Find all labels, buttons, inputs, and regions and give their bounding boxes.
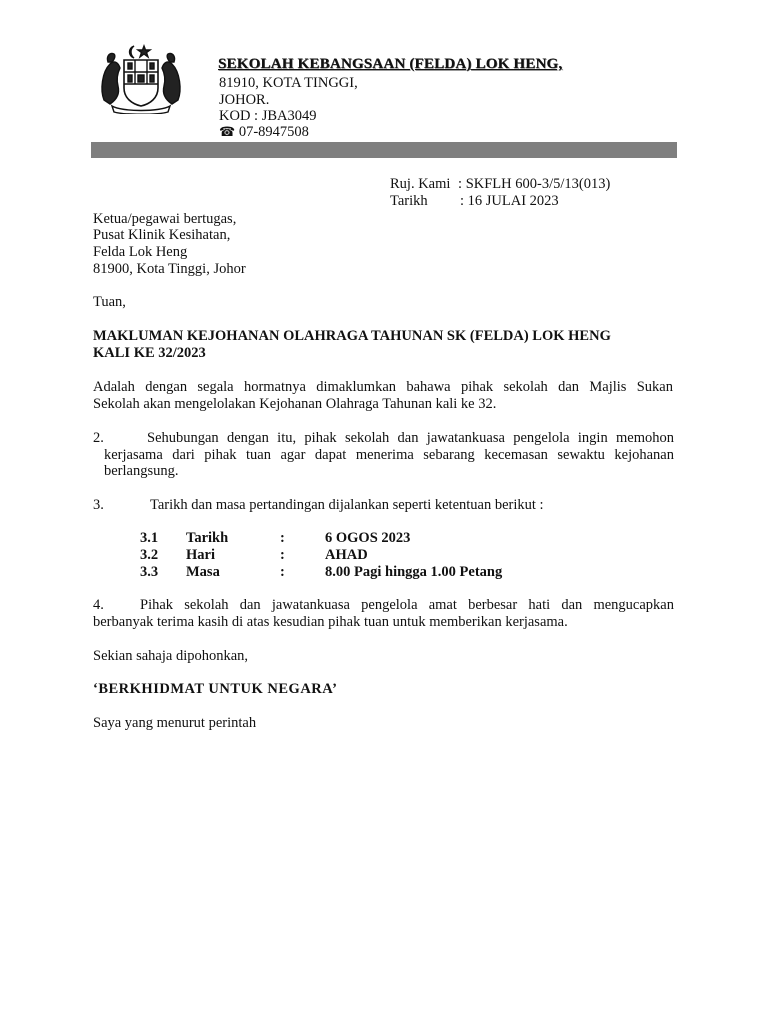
detail-label: Hari [186, 547, 215, 563]
paragraph-2-line-1: Sehubungan dengan itu, pihak sekolah dan jawatankuasa pengelola ingin memohon [147, 430, 674, 446]
paragraph-4-line-2: berbanyak terima kasih di atas kesudian pihak tuan untuk memberikan kerjasama. [93, 614, 568, 630]
signoff-line: Saya yang menurut perintah [93, 715, 257, 731]
motto: ‘BERKHIDMAT UNTUK NEGARA’ [93, 681, 338, 697]
reference-date [390, 193, 559, 210]
phone-line [219, 124, 309, 141]
detail-value: 8.00 Pagi hingga 1.00 Petang [325, 564, 503, 580]
recipient-line-3: Felda Lok Heng [93, 244, 188, 260]
subject-line-1: MAKLUMAN KEJOHANAN OLAHRAGA TAHUNAN SK (FELDA) LOK HENG [93, 328, 611, 344]
paragraph-4-number: 4. [93, 597, 104, 613]
paragraph-2-line-3: berlangsung. [104, 463, 179, 479]
closing-line: Sekian sahaja dipohonkan, [93, 648, 249, 664]
detail-sep: : [280, 530, 285, 546]
paragraph-3-text: Tarikh dan masa pertandingan dijalankan seperti ketentuan berikut : [150, 497, 544, 513]
paragraph-4-line-1: Pihak sekolah dan jawatankuasa pengelola amat berbesar hati dan mengucapkan [140, 597, 674, 613]
date-label: Tarikh [390, 193, 428, 209]
paragraph-1-line-1: Adalah dengan segala hormatnya dimaklumkan bahawa pihak sekolah dan Majlis Sukan [93, 379, 673, 395]
detail-num: 3.3 [140, 564, 159, 580]
detail-sep: : [280, 564, 285, 580]
paragraph-2-number: 2. [93, 430, 104, 446]
coat-of-arms-icon [98, 42, 184, 114]
date-value: : 16 JULAI 2023 [460, 193, 559, 209]
address-line-1: 81910, KOTA TINGGI, [219, 75, 358, 91]
recipient-line-4: 81900, Kota Tinggi, Johor [93, 261, 246, 277]
reference-number [390, 176, 610, 193]
detail-value: 6 OGOS 2023 [325, 530, 411, 546]
detail-num: 3.1 [140, 530, 159, 546]
recipient-line-2: Pusat Klinik Kesihatan, [93, 227, 231, 243]
ref-value: : SKFLH 600-3/5/13(013) [458, 176, 611, 192]
school-name: SEKOLAH KEBANGSAAN (FELDA) LOK HENG, [218, 56, 563, 72]
detail-num: 3.2 [140, 547, 159, 563]
paragraph-3-number: 3. [93, 497, 104, 513]
phone-number: 07-8947508 [238, 124, 309, 140]
school-code: KOD : JBA3049 [219, 108, 317, 124]
salutation: Tuan, [93, 294, 126, 310]
detail-label: Tarikh [186, 530, 229, 546]
detail-sep: : [280, 547, 285, 563]
paragraph-2-line-2: kerjasama dari pihak tuan agar dapat menerima sebarang kecemasan sewaktu kejohanan [104, 447, 674, 463]
paragraph-1-line-2: Sekolah akan mengelolakan Kejohanan Olahraga Tahunan kali ke 32. [93, 396, 497, 412]
address-line-2: JOHOR. [219, 92, 270, 108]
detail-label: Masa [186, 564, 220, 580]
subject-line-2: KALI KE 32/2023 [93, 345, 206, 361]
ref-label: Ruj. Kami [390, 176, 451, 192]
letterhead-divider-bar [91, 142, 677, 158]
recipient-line-1: Ketua/pegawai bertugas, [93, 211, 237, 227]
telephone-icon: ☎ [219, 125, 236, 140]
detail-value: AHAD [325, 547, 368, 563]
